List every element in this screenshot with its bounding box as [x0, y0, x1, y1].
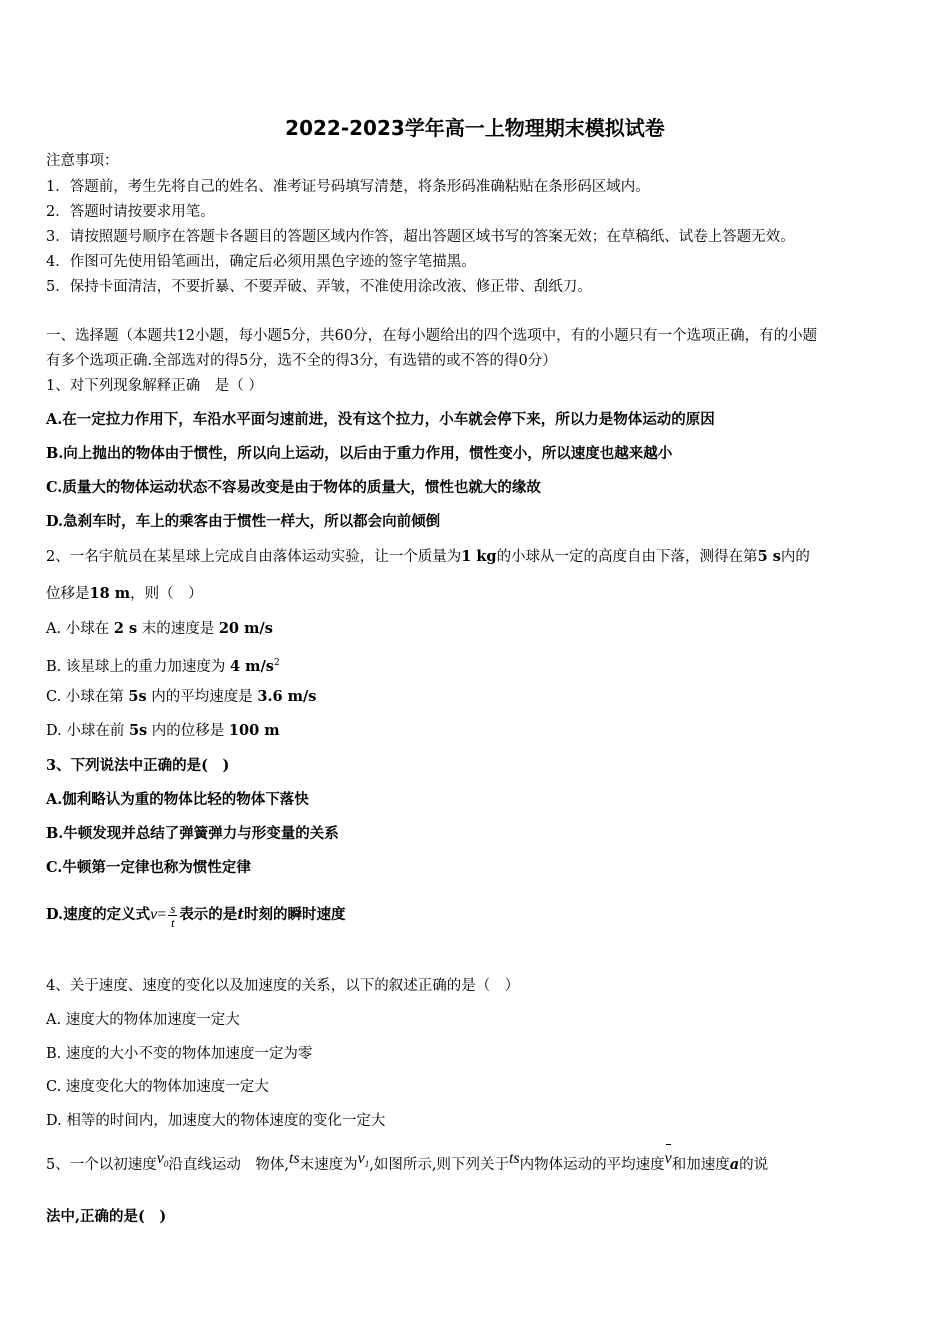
question-3-option-a: A.伽利略认为重的物体比轻的物体下落快	[46, 791, 309, 808]
notice-item: 5．保持卡面清洁，不要折暴、不要弄破、弄皱，不准使用涂改液、修正带、刮纸刀。	[46, 279, 592, 295]
question-4-option-a: A. 速度大的物体加速度一定大	[46, 1012, 240, 1028]
option-text: 内的位移是	[147, 723, 229, 739]
option-text: 时刻的瞬时速度	[244, 906, 346, 923]
question-2-stem-continued	[46, 585, 203, 603]
stem-text: 内的	[780, 549, 810, 565]
speed-value: 20 m/s	[218, 620, 273, 637]
displacement-value: 100 m	[228, 722, 280, 739]
question-2-option-d	[46, 722, 280, 740]
displacement-value: 18 m	[89, 585, 131, 602]
fraction-denominator: t	[170, 914, 175, 930]
stem-text: 2、一名宇航员在某星球上完成自由落体运动实验，让一个质量为	[46, 549, 462, 565]
option-text: D. 小球在前	[46, 723, 129, 739]
question-1-stem: 1、对下列现象解释正确 是（ ）	[46, 378, 263, 394]
question-5-stem	[46, 1152, 768, 1183]
question-5-stem-continued: 法中,正确的是( )	[46, 1208, 167, 1225]
subscript: 1	[364, 1159, 370, 1170]
option-text: 内的平均速度是	[146, 689, 258, 705]
velocity-symbol: v	[357, 1150, 365, 1167]
equals-sign: =	[157, 906, 167, 923]
stem-text: 和加速度	[671, 1157, 730, 1173]
stem-text: 位移是	[46, 586, 90, 602]
stem-text: 沿直线运动 物体,	[168, 1157, 289, 1173]
question-3-option-d	[46, 900, 346, 930]
option-text: D.速度的定义式	[46, 906, 151, 923]
stem-text: 内物体运动的平均速度	[519, 1157, 665, 1173]
average-velocity-symbol: v	[665, 1146, 672, 1172]
velocity-symbol: v	[156, 1150, 164, 1167]
fraction-s-over-t	[168, 902, 177, 929]
question-4-stem: 4、关于速度、速度的变化以及加速度的关系，以下的叙述正确的是（ ）	[46, 978, 520, 994]
question-3-stem: 3、下列说法中正确的是( )	[46, 757, 230, 774]
section-instructions: 一、选择题（本题共12小题，每小题5分，共60分，在每小题给出的四个选项中，有的小题只有一个选项正确，有的小题	[46, 328, 818, 344]
question-1-option-d	[46, 513, 440, 531]
final-velocity-symbol	[357, 1150, 370, 1170]
question-2-option-a	[46, 620, 273, 638]
question-1-option-b	[46, 445, 672, 463]
option-text: D.急刹车时，车上的乘客由于惯性一样大，所以都会向前倾倒	[46, 513, 441, 530]
time-value: 5s	[128, 688, 147, 705]
question-2-stem	[46, 548, 810, 566]
question-1-option-a	[46, 411, 715, 429]
stem-text: 5、一个以初速度	[46, 1157, 157, 1173]
time-symbol: ts	[288, 1150, 300, 1167]
question-4-option-c: C. 速度变化大的物体加速度一定大	[46, 1079, 269, 1095]
time-value: 2 s	[113, 620, 138, 637]
stem-text: 末速度为	[299, 1157, 358, 1173]
question-3-option-c: C.牛顿第一定律也称为惯性定律	[46, 859, 251, 876]
page-title: 2022-2023学年高一上物理期末模拟试卷	[285, 116, 665, 140]
time-value: 5s	[128, 722, 148, 739]
question-3-option-b: B.牛顿发现并总结了弹簧弹力与形变量的关系	[46, 825, 339, 842]
notice-heading: 注意事项：	[46, 153, 119, 169]
notice-item: 2．答题时请按要求用笔。	[46, 204, 215, 220]
notice-item: 4．作图可先使用铅笔画出，确定后必须用黑色字迹的签字笔描黑。	[46, 254, 476, 270]
time-value: 5 s	[757, 548, 781, 565]
option-text: 表示的是	[179, 906, 238, 923]
option-text: C.质量大的物体运动状态不容易改变是由于物体的质量大，惯性也就大的缘故	[46, 479, 541, 496]
option-text: B.向上抛出的物体由于惯性，所以向上运动，以后由于重力作用，惯性变小，所以速度也越来越小	[46, 445, 673, 462]
notice-item: 1．答题前，考生先将自己的姓名、准考证号码填写清楚，将条形码准确粘贴在条形码区域内。	[46, 179, 650, 195]
option-text: B. 该星球上的重力加速度为	[46, 658, 230, 675]
stem-text: ，则（ ）	[130, 586, 203, 602]
time-symbol: ts	[508, 1150, 520, 1167]
unit-exponent: 2	[273, 658, 280, 668]
question-4-option-d: D. 相等的时间内，加速度大的物体速度的变化一定大	[46, 1113, 386, 1129]
speed-value: 3.6 m/s	[257, 688, 317, 705]
subscript: 0	[163, 1159, 169, 1170]
question-2-option-c	[46, 688, 316, 706]
time-symbol: t	[237, 906, 245, 923]
question-4-option-b: B. 速度的大小不变的物体加速度一定为零	[46, 1046, 313, 1062]
velocity-symbol: v	[150, 906, 158, 923]
option-text: C. 小球在第	[46, 689, 129, 705]
option-text: A. 小球在	[46, 621, 114, 637]
section-instructions: 有多个选项正确.全部选对的得5分，选不全的得3分，有选错的或不答的得0分）	[46, 353, 557, 369]
stem-text: 的说	[739, 1157, 769, 1173]
stem-text: ,如图所示,则下列关于	[369, 1157, 509, 1173]
option-text: 末的速度是	[137, 621, 219, 637]
stem-text: 的小球从一定的高度自由下落，测得在第	[496, 549, 758, 565]
option-text: A.在一定拉力作用下，车沿水平面匀速前进，没有这个拉力，小车就会停下来，所以力是物体运动的原因	[46, 411, 715, 428]
notice-item: 3．请按照题号顺序在答题卡各题目的答题区域内作答，超出答题区域书写的答案无效；在草稿纸、试卷上答题无效。	[46, 229, 795, 245]
mass-value: 1 kg	[461, 548, 497, 565]
acceleration-value: 4 m/s	[229, 657, 274, 675]
question-2-option-b	[46, 654, 280, 676]
question-1-option-c	[46, 479, 541, 497]
initial-velocity-symbol	[156, 1150, 169, 1170]
acceleration-symbol: a	[729, 1156, 740, 1173]
fraction-numerator: s	[170, 900, 176, 916]
